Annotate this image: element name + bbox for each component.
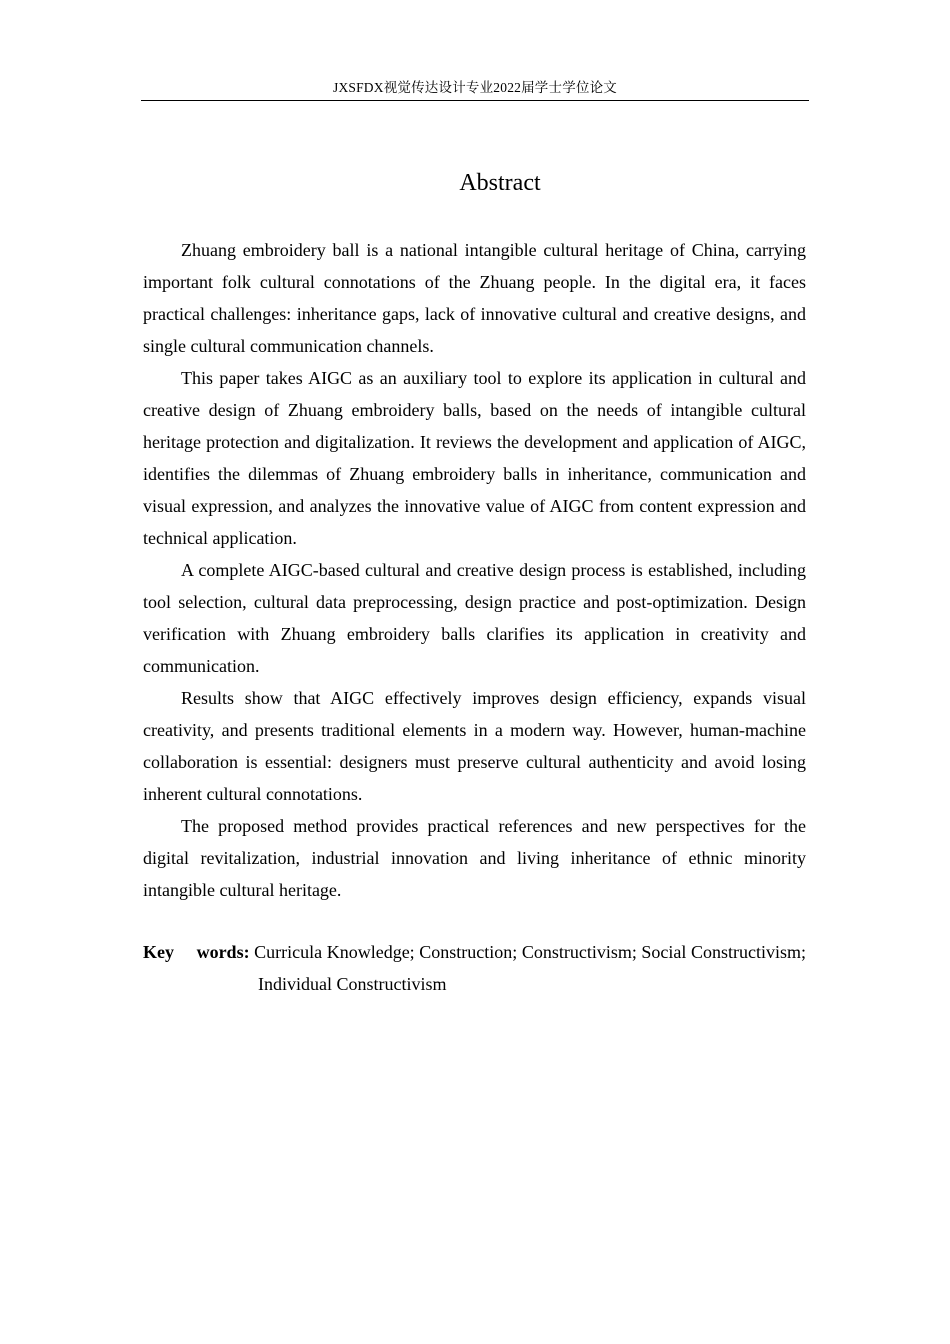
abstract-paragraph-2: This paper takes AIGC as an auxiliary tool to explore its application in cultural and creative design of Zhuang embroidery balls, based on the needs of intangible cultural heritage protection and digitalization. It reviews the development and application of AIGC, identifies the dilemmas of Zhuang embroidery balls in inheritance, communication and visual expression, and analyzes the innovative value of AIGC from content expression and technical application. xyxy=(143,368,806,548)
abstract-paragraph-5: The proposed method provides practical references and new perspectives for the digital revitalization, industrial innovation and living inheritance of ethnic minority intangible cultural heritage. xyxy=(143,816,806,900)
abstract-paragraph-3: A complete AIGC-based cultural and creative design process is established, including tool selection, cultural data preprocessing, design practice and post-optimization. Design verification with Zhuang embroidery balls clarifies its application in creativity and communication. xyxy=(143,560,806,676)
keywords-text: Curricula Knowledge; Construction; Constructivism; Social Constructivism; Individual Constructivism xyxy=(254,942,806,994)
header-rule xyxy=(141,100,809,101)
abstract-title: Abstract xyxy=(459,170,541,196)
keywords-block xyxy=(143,936,806,1000)
keywords-label: Key words: xyxy=(143,942,250,962)
abstract-paragraph-1: Zhuang embroidery ball is a national intangible cultural heritage of China, carrying important folk cultural connotations of the Zhuang people. In the digital era, it faces practical challenges: inheritance gaps, lack of innovative cultural and creative designs, and single cultural communication channels. xyxy=(143,240,806,356)
abstract-body xyxy=(143,234,806,906)
abstract-paragraph-4: Results show that AIGC effectively improves design efficiency, expands visual creativity, and presents traditional elements in a modern way. However, human-machine collaboration is essential: designers must preserve cultural authenticity and avoid losing inherent cultural connotations. xyxy=(143,688,806,804)
running-header: JXSFDX视觉传达设计专业2022届学士学位论文 xyxy=(332,80,618,95)
